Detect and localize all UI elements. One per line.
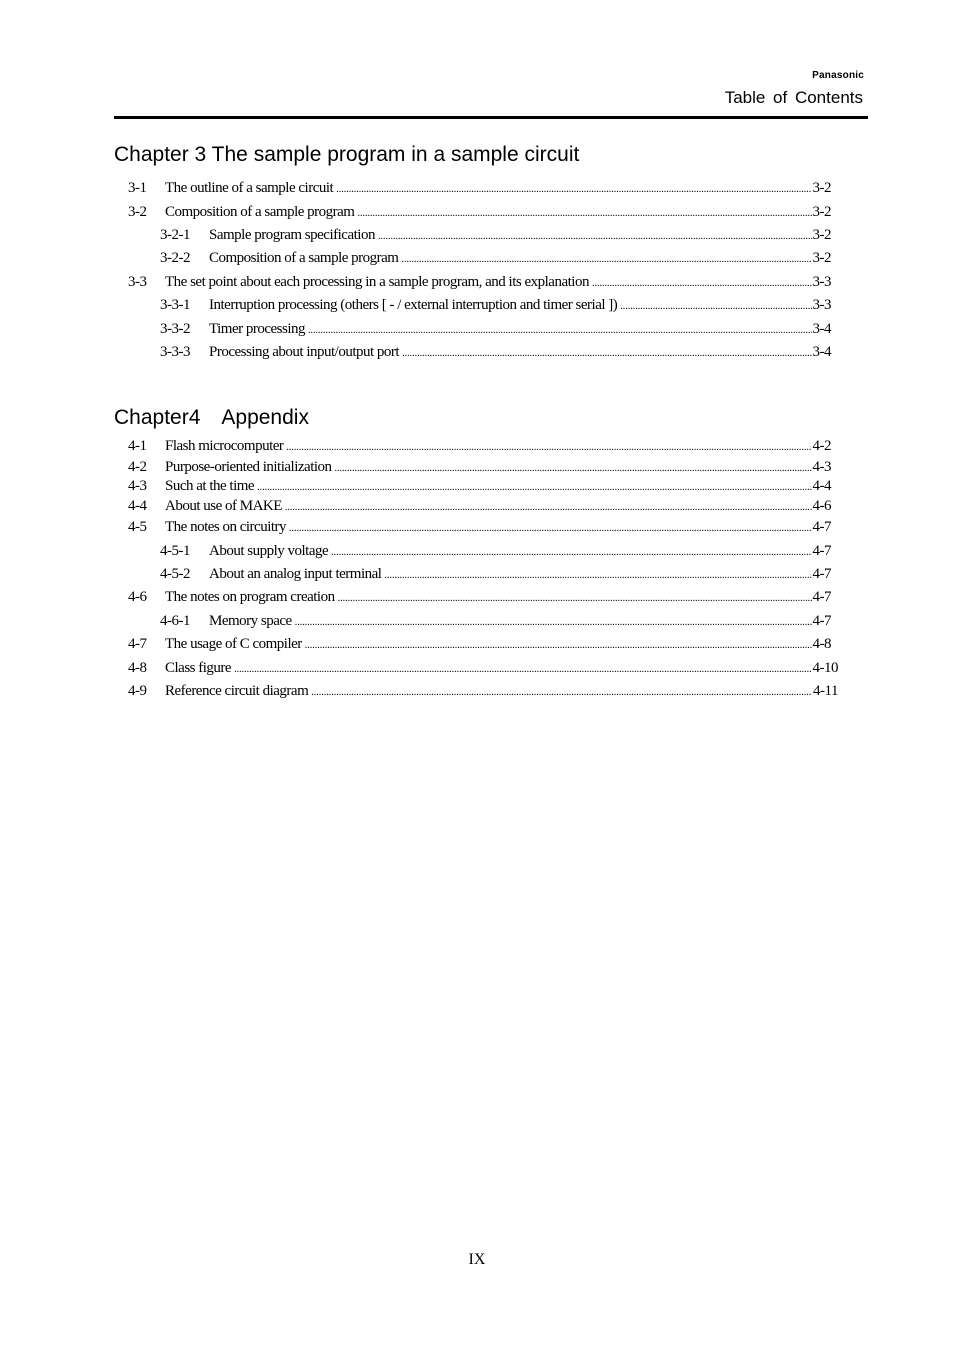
toc-dot-leader: [402, 348, 811, 359]
toc-dot-leader: [335, 463, 812, 474]
toc-entry-page: 4-7: [812, 566, 831, 582]
toc-entry-page: 4-11: [813, 683, 838, 699]
toc-entry-page: 4-2: [812, 438, 831, 454]
toc-dot-leader: [331, 547, 811, 558]
toc-entry[interactable]: [128, 478, 831, 498]
toc-dot-leader: [620, 301, 811, 312]
toc-entry-number: 4-7: [128, 636, 147, 652]
toc-dot-leader: [257, 482, 811, 493]
toc-subentry[interactable]: [160, 250, 831, 270]
toc-entry-title: The usage of C compiler: [165, 636, 302, 652]
toc-entry-title: Composition of a sample program: [165, 204, 355, 220]
toc-dot-leader: [295, 617, 812, 628]
toc-entry-number: 4-5-2: [160, 566, 190, 582]
toc-entry-number: 4-8: [128, 660, 147, 676]
toc-entry[interactable]: [128, 459, 831, 479]
toc-entry-title: Timer processing: [209, 321, 306, 337]
toc-entry[interactable]: [128, 498, 831, 518]
toc-entry-title: Such at the time: [165, 478, 255, 494]
toc-dot-leader: [378, 231, 812, 242]
toc-entry-number: 3-3-3: [160, 344, 190, 360]
toc-entry[interactable]: [128, 589, 831, 609]
toc-entry[interactable]: [128, 204, 831, 224]
toc-entry-page: 3-2: [812, 204, 831, 220]
toc-subentry[interactable]: [160, 344, 831, 364]
toc-entry-number: 4-4: [128, 498, 147, 514]
toc-entry-number: 4-6: [128, 589, 147, 605]
toc-entry-title: Sample program specification: [209, 227, 375, 243]
toc-entry-page: 4-7: [812, 543, 831, 559]
chapter-4-heading: Chapter4 Appendix: [114, 406, 309, 429]
toc-entry-page: 4-7: [812, 613, 831, 629]
toc-entry-title: Flash microcomputer: [165, 438, 284, 454]
toc-entry[interactable]: [128, 438, 831, 458]
toc-dot-leader: [305, 640, 812, 651]
toc-entry-title: The outline of a sample circuit: [165, 180, 334, 196]
toc-entry[interactable]: [128, 636, 831, 656]
toc-dot-leader: [285, 502, 812, 513]
toc-entry-title: About an analog input terminal: [209, 566, 382, 582]
toc-subentry[interactable]: [160, 566, 831, 586]
toc-entry[interactable]: [128, 660, 838, 680]
toc-entry-number: 3-2: [128, 204, 147, 220]
toc-dot-leader: [308, 325, 811, 336]
toc-entry-number: 4-3: [128, 478, 147, 494]
toc-subentry[interactable]: [160, 613, 831, 633]
toc-entry-title: Processing about input/output port: [209, 344, 400, 360]
toc-entry-page: 4-7: [812, 589, 831, 605]
toc-dot-leader: [289, 523, 811, 534]
toc-entry-title: About supply voltage: [209, 543, 329, 559]
toc-entry-page: 3-3: [812, 274, 831, 290]
toc-entry-page: 4-10: [812, 660, 838, 676]
toc-entry-title: Reference circuit diagram: [165, 683, 309, 699]
toc-entry-number: 3-3-1: [160, 297, 190, 313]
toc-entry-title: Class figure: [165, 660, 232, 676]
toc-entry-title: Purpose-oriented initialization: [165, 459, 332, 475]
toc-entry-title: Interruption processing (others [ - / external interruption and timer serial ]): [209, 297, 618, 313]
toc-entry-page: 4-4: [812, 478, 831, 494]
toc-entry[interactable]: [128, 519, 831, 539]
toc-entry-number: 3-1: [128, 180, 147, 196]
toc-entry-page: 4-7: [812, 519, 831, 535]
toc-dot-leader: [401, 254, 811, 265]
toc-dot-leader: [286, 442, 811, 453]
toc-entry[interactable]: [128, 274, 831, 294]
toc-entry-number: 3-3: [128, 274, 147, 290]
toc-entry-page: 3-3: [812, 297, 831, 313]
toc-dot-leader: [336, 184, 811, 195]
toc-entry-number: 4-9: [128, 683, 147, 699]
toc-entry-page: 4-8: [812, 636, 831, 652]
toc-entry-page: 4-3: [812, 459, 831, 475]
toc-entry-title: The notes on program creation: [165, 589, 335, 605]
toc-entry-page: 3-2: [812, 227, 831, 243]
toc-entry-number: 4-6-1: [160, 613, 190, 629]
toc-dot-leader: [357, 208, 811, 219]
toc-entry-title: Memory space: [209, 613, 292, 629]
toc-entry-title: The notes on circuitry: [165, 519, 287, 535]
toc-dot-leader: [311, 687, 812, 698]
toc-entry-page: 3-4: [812, 344, 831, 360]
toc-entry[interactable]: [128, 180, 831, 200]
toc-entry-number: 3-2-2: [160, 250, 190, 266]
toc-entry-title: Composition of a sample program: [209, 250, 399, 266]
toc-subentry[interactable]: [160, 321, 831, 341]
toc-entry-number: 4-5: [128, 519, 147, 535]
toc-entry-number: 4-1: [128, 438, 147, 454]
toc-entry-page: 3-4: [812, 321, 831, 337]
toc-entry-number: 4-2: [128, 459, 147, 475]
toc-subentry[interactable]: [160, 297, 831, 317]
toc-entry-page: 4-6: [812, 498, 831, 514]
toc-entry-title: About use of MAKE: [165, 498, 282, 514]
toc-entry[interactable]: [128, 683, 838, 703]
toc-entry-title: The set point about each processing in a sample program, and its explanation: [165, 274, 589, 290]
toc-entry-number: 3-2-1: [160, 227, 190, 243]
toc-dot-leader: [592, 278, 812, 289]
brand-logo: Panasonic: [812, 70, 864, 81]
toc-entry-page: 3-2: [812, 180, 831, 196]
toc-subentry[interactable]: [160, 543, 831, 563]
page-number: IX: [468, 1251, 486, 1268]
chapter-3-heading: Chapter 3 The sample program in a sample circuit: [114, 143, 580, 166]
toc-dot-leader: [234, 664, 811, 675]
toc-subentry[interactable]: [160, 227, 831, 247]
toc-entry-number: 4-5-1: [160, 543, 190, 559]
toc-dot-leader: [384, 570, 811, 581]
toc-entry-page: 3-2: [812, 250, 831, 266]
header-divider: [114, 116, 868, 119]
header-title: Table of Contents: [724, 88, 863, 107]
toc-dot-leader: [338, 593, 812, 604]
toc-entry-number: 3-3-2: [160, 321, 190, 337]
